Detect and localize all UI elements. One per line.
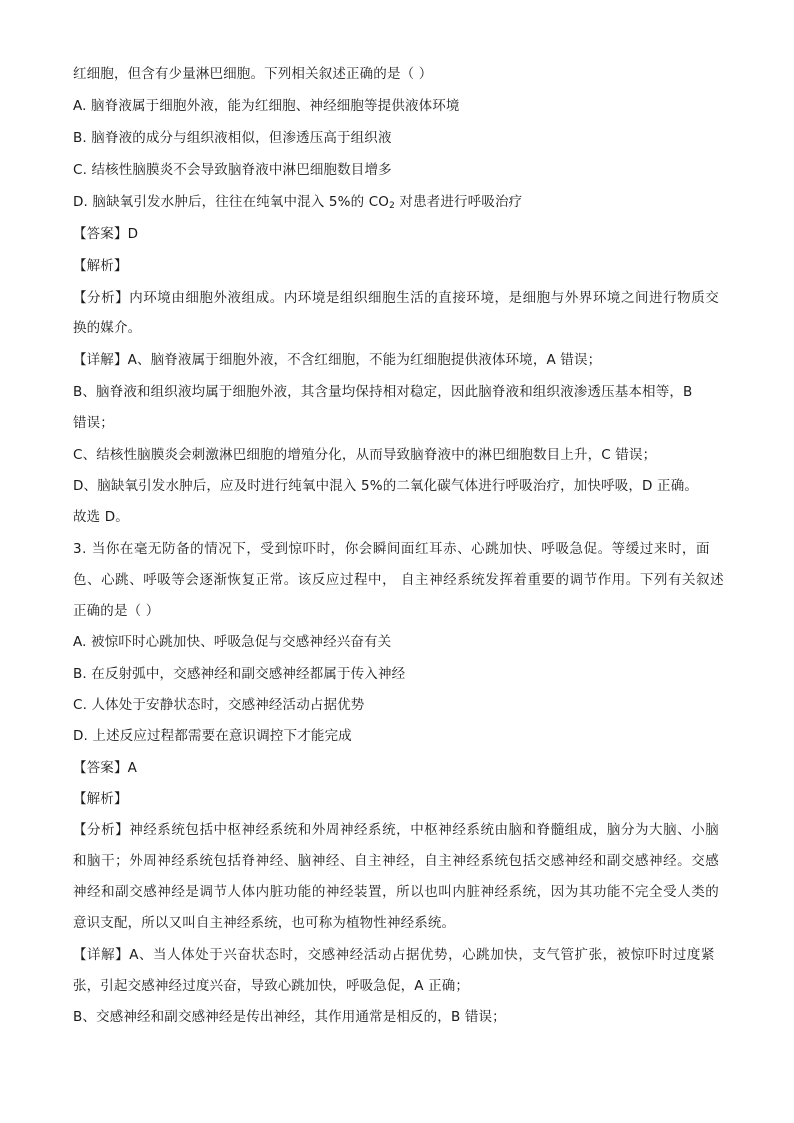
question-2-explanation-line: 错误； [73, 415, 114, 431]
question-3-explanation-line: 【分析】神经系统包括中枢神经系统和外周神经系统，中枢神经系统由脑和脊髓组成，脑分为大脑、小脑 [73, 822, 720, 838]
question-3-stem: 3. 当你在毫无防备的情况下，受到惊吓时，你会瞬间面红耳赤、心跳加快、呼吸急促。等缓过来时，面 [73, 541, 711, 557]
question-2-explanation-line: 换的媒介。 [73, 320, 142, 336]
question-3-option-a: A. 被惊吓时心跳加快、呼吸急促与交感神经兴奋有关 [73, 634, 392, 650]
question-3-explanation-line: 意识支配，所以又叫自主神经系统，也可称为植物性神经系统。 [73, 915, 456, 931]
question-2-option-d: D. 脑缺氧引发水肿后，往往在纯氧中混入 5%的 $CO_2$ 对患者进行呼吸治疗 [73, 194, 523, 211]
question-2-option-b: B. 脑脊液的成分与组织液相似，但渗透压高于组织液 [73, 130, 392, 146]
question-3-stem: 正确的是（ ） [73, 603, 160, 619]
question-2-analysis-label: 【解析】 [73, 258, 128, 274]
question-3-explanation-line: 【详解】A、当人体处于兴奋状态时，交感神经活动占据优势，心跳加快，支气管扩张，被惊吓时过度紧 [73, 947, 716, 963]
question-3-answer: 【答案】A [73, 760, 137, 776]
question-2-explanation-line: 【详解】A、脑脊液属于细胞外液，不含红细胞，不能为红细胞提供液体环境，A 错误； [73, 352, 602, 368]
question-3-explanation-line: B、交感神经和副交感神经是传出神经，其作用通常是相反的，B 错误； [73, 1009, 506, 1025]
question-3-analysis-label: 【解析】 [73, 791, 128, 807]
question-3-explanation-line: 神经和副交感神经是调节人体内脏功能的神经装置，所以也叫内脏神经系统，因为其功能不完全受人类的 [73, 884, 720, 900]
question-2-stem: 红细胞，但含有少量淋巴细胞。下列相关叙述正确的是（ ） [73, 66, 433, 82]
question-2-explanation-line: 故选 D。 [73, 509, 129, 525]
question-2-option-a: A. 脑脊液属于细胞外液，能为红细胞、神经细胞等提供液体环境 [73, 98, 460, 114]
question-3-option-d: D. 上述反应过程都需要在意识调控下才能完成 [73, 728, 352, 744]
subscript: 2 [389, 201, 395, 211]
question-2-option-c: C. 结核性脑膜炎不会导致脑脊液中淋巴细胞数目增多 [73, 162, 392, 178]
question-3-stem: 色、心跳、呼吸等会逐渐恢复正常。该反应过程中， 自主神经系统发挥着重要的调节作用。下列有关叙述 [73, 572, 725, 588]
question-2-explanation-line: 【分析】内环境由细胞外液组成。内环境是组织细胞生活的直接环境，是细胞与外界环境之间进行物质交 [73, 290, 720, 306]
question-3-option-c: C. 人体处于安静状态时，交感神经活动占据优势 [73, 697, 365, 713]
question-2-explanation-line: B、脑脊液和组织液均属于细胞外液，其含量均保持相对稳定，因此脑脊液和组织液渗透压基本相等，B [73, 384, 693, 400]
question-3-explanation-line: 张，引起交感神经过度兴奋，导致心跳加快，呼吸急促，A 正确； [73, 978, 470, 994]
question-3-option-b: B. 在反射弧中，交感神经和副交感神经都属于传入神经 [73, 666, 406, 682]
question-2-answer: 【答案】D [73, 226, 139, 242]
question-2-explanation-line: C、结核性脑膜炎会刺激淋巴细胞的增殖分化，从而导致脑脊液中的淋巴细胞数目上升，C 错误； [73, 447, 657, 463]
question-3-explanation-line: 和脑干；外周神经系统包括脊神经、脑神经、自主神经，自主神经系统包括交感神经和副交感神经。交感 [73, 853, 720, 869]
question-2-explanation-line: D、脑缺氧引发水肿后，应及时进行纯氧中混入 5%的二氧化碳气体进行呼吸治疗，加快呼吸，D 正确。 [73, 478, 698, 494]
